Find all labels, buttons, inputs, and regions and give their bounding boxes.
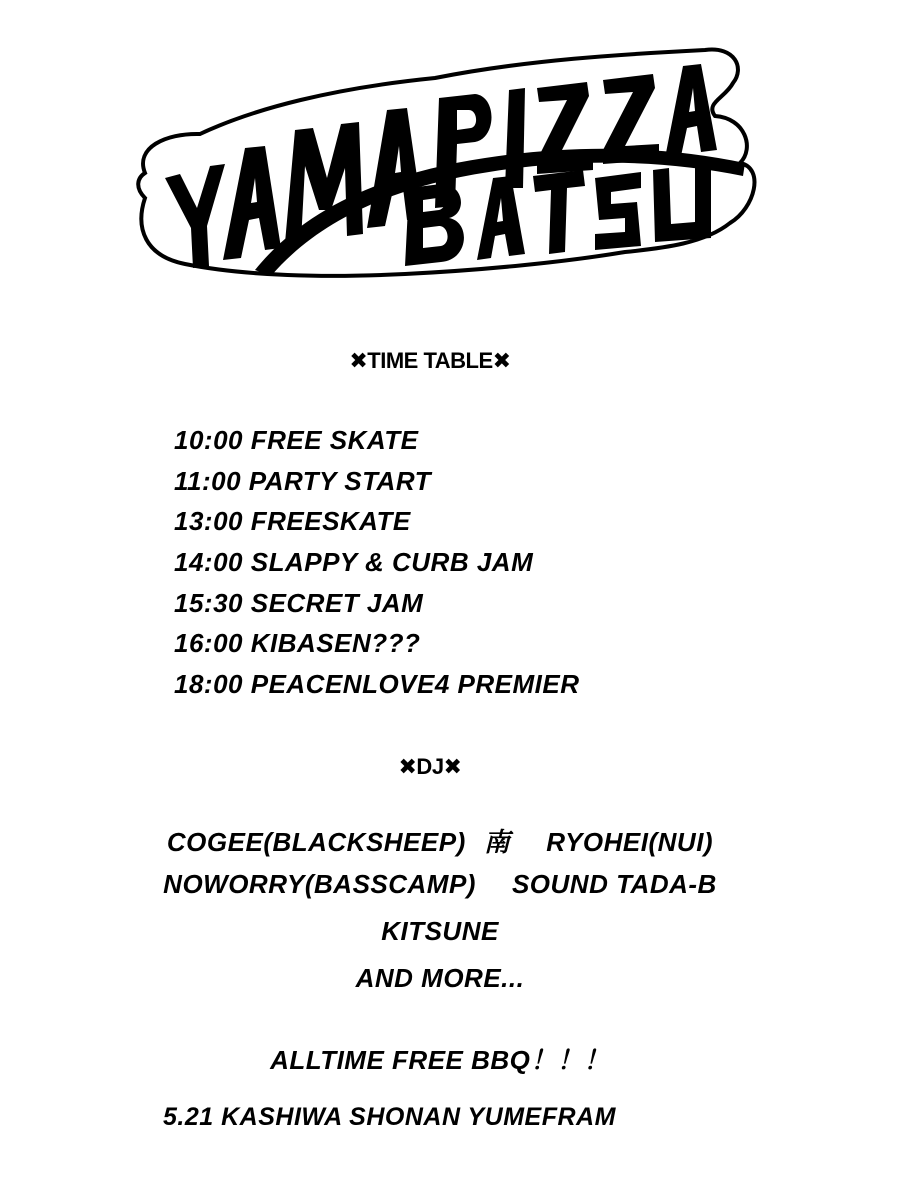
- date-venue: 5.21 KASHIWA SHONAN YUMEFRAM: [163, 1103, 616, 1131]
- logo-letter-b: [405, 184, 464, 266]
- dj-row-2: [0, 869, 880, 900]
- timetable-item: 13:00 FREESKATE: [174, 506, 411, 536]
- timetable-item: 18:00 PEACENLOVE4 PREMIER: [174, 669, 580, 699]
- dj-name: RYOHEI(NUI): [546, 827, 714, 857]
- timetable-item: 16:00 KIBASEN???: [174, 628, 421, 658]
- dj-row-1: [0, 822, 880, 859]
- dj-more: AND MORE...: [355, 963, 525, 993]
- dj-name: COGEE(BLACKSHEEP): [166, 827, 466, 857]
- timetable-heading: ✖TIME TABLE✖: [349, 348, 511, 373]
- timetable-item: 11:00 PARTY START: [174, 466, 432, 496]
- timetable-item: 10:00 FREE SKATE: [174, 425, 419, 455]
- logo-letter-s: [595, 172, 641, 250]
- dj-row-4: [0, 963, 880, 994]
- event-logo: [105, 38, 795, 288]
- dj-name: SOUND TADA-B: [511, 869, 717, 899]
- dj-heading: ✖DJ✖: [398, 754, 462, 779]
- dj-row-3: [0, 916, 880, 947]
- timetable-item: 14:00 SLAPPY & CURB JAM: [174, 547, 534, 577]
- dj-name: 南: [483, 827, 511, 857]
- bbq-notice: ALLTIME FREE BBQ！！！: [270, 1045, 610, 1075]
- timetable-item: 15:30 SECRET JAM: [174, 588, 424, 618]
- dj-name: NOWORRY(BASSCAMP): [163, 869, 476, 899]
- logo-artwork: [105, 38, 795, 288]
- dj-name: KITSUNE: [381, 916, 499, 946]
